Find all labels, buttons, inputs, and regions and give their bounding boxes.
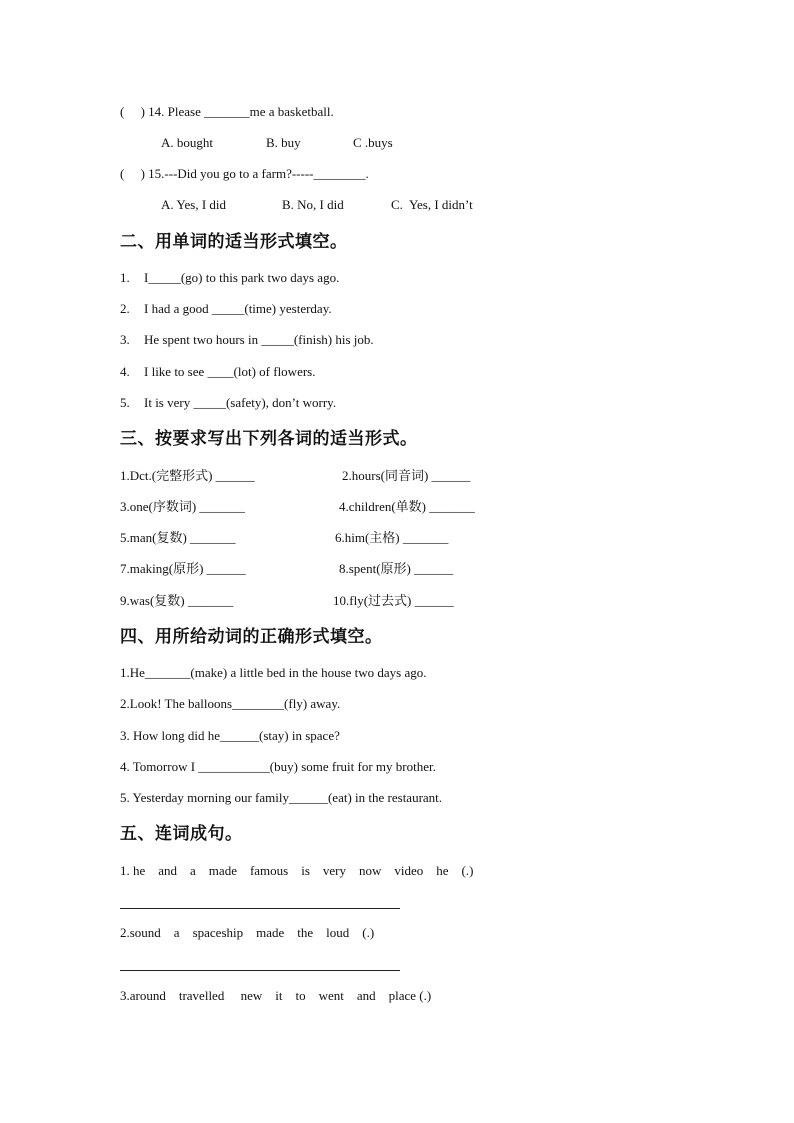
section-2-item-3: He spent two hours in _____(finish) his job. — [144, 332, 374, 347]
mc-question-15: ( ) 15.---Did you go to a farm?-----________. — [120, 166, 369, 181]
section-3-item-3: 3.one(序数词) _______ — [120, 499, 245, 514]
mc-option-14-b: B. buy — [266, 135, 301, 150]
section-3-item-2: 2.hours(同音词) ______ — [342, 468, 471, 483]
section-2-item-2-number: 2. — [120, 301, 130, 316]
section-5-heading: 五、连词成句。 — [120, 824, 243, 844]
section-2-item-4: I like to see ____(lot) of flowers. — [144, 364, 316, 379]
answer-line-2 — [120, 970, 400, 971]
mc-question-14: ( ) 14. Please _______me a basketball. — [120, 104, 334, 119]
section-3-item-6: 6.him(主格) _______ — [335, 530, 449, 545]
section-5-item-2: 2.sound a spaceship made the loud (.) — [120, 925, 375, 940]
section-2-item-1-number: 1. — [120, 270, 130, 285]
section-2-heading: 二、用单词的适当形式填空。 — [120, 232, 348, 252]
mc-option-15-b: B. No, I did — [282, 197, 344, 212]
section-3-item-9: 9.was(复数) _______ — [120, 593, 234, 608]
section-2-item-4-number: 4. — [120, 364, 130, 379]
section-2-item-3-number: 3. — [120, 332, 130, 347]
section-3-item-8: 8.spent(原形) ______ — [339, 561, 454, 576]
section-3-item-1: 1.Dct.(完整形式) ______ — [120, 468, 255, 483]
answer-line-1 — [120, 908, 400, 909]
section-4-item-5: 5. Yesterday morning our family______(eat) in the restaurant. — [120, 790, 443, 805]
mc-option-14-c: C .buys — [353, 135, 393, 150]
section-4-heading: 四、用所给动词的正确形式填空。 — [120, 627, 383, 647]
section-5-item-3: 3.around travelled new it to went and place (.) — [120, 988, 432, 1003]
section-4-item-3: 3. How long did he______(stay) in space? — [120, 728, 340, 743]
section-3-item-4: 4.children(单数) _______ — [339, 499, 475, 514]
section-3-item-7: 7.making(原形) ______ — [120, 561, 246, 576]
section-2-item-5-number: 5. — [120, 395, 130, 410]
section-3-item-10: 10.fly(过去式) ______ — [333, 593, 454, 608]
mc-option-15-a: A. Yes, I did — [161, 197, 227, 212]
section-3-item-5: 5.man(复数) _______ — [120, 530, 236, 545]
section-4-item-2: 2.Look! The balloons________(fly) away. — [120, 696, 341, 711]
section-4-item-4: 4. Tomorrow I ___________(buy) some fruit for my brother. — [120, 759, 436, 774]
section-3-heading: 三、按要求写出下列各词的适当形式。 — [120, 429, 418, 449]
section-2-item-2: I had a good _____(time) yesterday. — [144, 301, 332, 316]
section-5-item-1: 1. he and a made famous is very now video he (.) — [120, 863, 474, 878]
section-2-item-1: I_____(go) to this park two days ago. — [144, 270, 340, 285]
mc-option-14-a: A. bought — [161, 135, 213, 150]
mc-option-15-c: C. Yes, I didn’t — [391, 197, 473, 212]
section-4-item-1: 1.He_______(make) a little bed in the house two days ago. — [120, 665, 427, 680]
section-2-item-5: It is very _____(safety), don’t worry. — [144, 395, 337, 410]
